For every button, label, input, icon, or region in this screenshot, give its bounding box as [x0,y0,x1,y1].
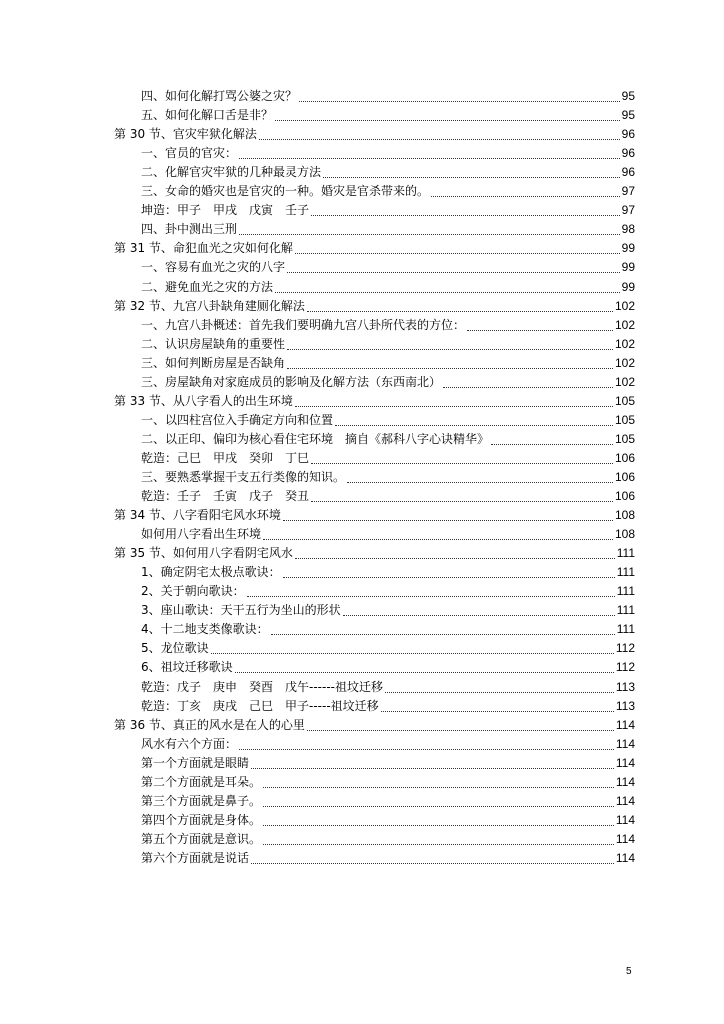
toc-dot-leader [263,806,614,807]
table-of-contents [114,86,635,867]
toc-entry[interactable] [114,638,635,657]
toc-entry-page: 96 [621,165,635,180]
toc-entry[interactable] [114,772,635,791]
toc-entry-title: 五、如何化解口舌是非？ [141,108,274,123]
toc-entry[interactable] [114,753,635,772]
toc-entry-title: 一、九宫八卦概述：首先我们要明确九宫八卦所代表的方位： [141,317,466,332]
toc-entry[interactable] [114,181,635,200]
toc-entry-page: 112 [615,660,635,675]
toc-entry-page: 99 [621,279,635,294]
toc-entry-page: 97 [621,203,635,218]
toc-entry-page: 108 [614,508,635,523]
toc-dot-leader [263,844,614,845]
toc-entry-title: 第 30 节、官灾牢狱化解法 [114,127,257,142]
toc-entry-page: 113 [615,679,635,694]
toc-entry-page: 98 [621,222,635,237]
toc-entry-title: 第 34 节、八字看阳宅风水环境 [114,508,281,523]
toc-entry[interactable] [114,200,635,219]
toc-dot-leader [247,596,615,597]
toc-entry[interactable] [114,219,635,238]
toc-dot-leader [311,463,613,464]
toc-entry-page: 114 [615,717,635,732]
toc-section-entry[interactable] [114,715,635,734]
toc-entry-page: 102 [614,336,635,351]
toc-entry-page: 111 [616,603,635,618]
toc-dot-leader [307,311,613,312]
toc-entry-page: 111 [616,622,635,637]
toc-dot-leader [381,711,614,712]
toc-dot-leader [275,292,620,293]
toc-entry-title: 一、官员的官灾： [141,146,238,161]
toc-entry-page: 114 [615,755,635,770]
toc-dot-leader [287,368,613,369]
toc-entry[interactable] [114,257,635,276]
toc-entry[interactable] [114,657,635,676]
toc-dot-leader [283,577,615,578]
toc-entry[interactable] [114,429,635,448]
toc-entry-page: 95 [621,108,635,123]
toc-entry-title: 一、以四柱宫位入手确定方向和位置 [141,412,334,427]
toc-entry-title: 4、十二地支类像歌诀： [141,622,269,637]
toc-entry[interactable] [114,696,635,715]
toc-entry-title: 第五个方面就是意识。 [141,831,262,846]
toc-entry-page: 113 [615,698,635,713]
toc-entry-page: 111 [616,546,635,561]
toc-dot-leader [311,501,613,502]
toc-dot-leader [295,558,615,559]
toc-entry-title: 四、卦中测出三刑 [141,222,238,237]
toc-entry-title: 6、祖坟迁移歌诀 [141,660,233,675]
toc-entry-page: 105 [614,393,635,408]
toc-entry-title: 三、女命的婚灾也是官灾的一种。婚灾是官杀带来的。 [141,184,430,199]
toc-entry-page: 105 [614,431,635,446]
toc-dot-leader [491,444,613,445]
toc-dot-leader [443,387,613,388]
toc-dot-leader [263,539,613,540]
toc-dot-leader [335,425,613,426]
toc-entry-page: 99 [621,260,635,275]
toc-entry-page: 99 [621,241,635,256]
toc-entry-title: 乾造：戊子 庚申 癸酉 戊午------祖坟迁移 [141,679,383,694]
toc-entry-page: 102 [614,298,635,313]
toc-section-entry[interactable] [114,391,635,410]
toc-section-entry[interactable] [114,505,635,524]
toc-entry-title: 第 33 节、从八字看人的出生环境 [114,393,293,408]
toc-entry[interactable] [114,524,635,543]
toc-entry-page: 112 [615,641,635,656]
toc-entry[interactable] [114,162,635,181]
toc-entry[interactable] [114,619,635,638]
page-number: 5 [626,966,632,977]
toc-entry-page: 114 [615,812,635,827]
toc-entry-title: 第六个方面就是说话 [141,850,250,865]
toc-entry-title: 二、以正印、偏印为核心看住宅环境 摘自《郝科八字心诀精华》 [141,431,490,446]
toc-entry-title: 二、化解官灾牢狱的几种最灵方法 [141,165,322,180]
toc-entry[interactable] [114,353,635,372]
toc-dot-leader [287,349,613,350]
toc-entry[interactable] [114,334,635,353]
toc-dot-leader [311,215,620,216]
toc-section-entry[interactable] [114,543,635,562]
toc-entry[interactable] [114,372,635,391]
toc-entry-page: 114 [615,793,635,808]
toc-entry[interactable] [114,276,635,295]
toc-dot-leader [239,158,620,159]
toc-dot-leader [295,253,620,254]
toc-dot-leader [271,634,615,635]
toc-entry-title: 2、关于朝向歌诀： [141,584,245,599]
toc-entry-title: 第二个方面就是耳朵。 [141,774,262,789]
toc-entry[interactable] [114,734,635,753]
toc-dot-leader [283,520,613,521]
toc-entry-title: 三、房屋缺角对家庭成员的影响及化解方法（东西南北） [141,374,442,389]
toc-entry-title: 第 32 节、九宫八卦缺角建厕化解法 [114,298,305,313]
toc-entry-page: 114 [615,736,635,751]
toc-entry[interactable] [114,829,635,848]
toc-entry-page: 111 [616,565,635,580]
toc-entry[interactable] [114,467,635,486]
toc-dot-leader [263,787,614,788]
toc-dot-leader [307,730,614,731]
toc-dot-leader [287,272,620,273]
toc-dot-leader [235,672,614,673]
toc-entry-page: 97 [621,184,635,199]
toc-entry-page: 102 [614,374,635,389]
toc-entry[interactable] [114,105,635,124]
toc-dot-leader [299,101,620,102]
toc-dot-leader [263,825,614,826]
toc-entry-page: 111 [616,584,635,599]
toc-entry-page: 106 [614,469,635,484]
toc-entry-title: 如何用八字看出生环境 [141,527,262,542]
toc-entry-page: 106 [614,450,635,465]
toc-entry-page: 105 [614,412,635,427]
toc-entry[interactable] [114,86,635,105]
toc-section-entry[interactable] [114,238,635,257]
toc-entry[interactable] [114,600,635,619]
toc-entry-title: 三、如何判断房屋是否缺角 [141,355,286,370]
toc-dot-leader [275,120,620,121]
toc-entry[interactable] [114,143,635,162]
toc-entry-page: 114 [615,831,635,846]
toc-section-entry[interactable] [114,124,635,143]
toc-entry[interactable] [114,791,635,810]
toc-entry[interactable] [114,315,635,334]
toc-entry-title: 第一个方面就是眼睛 [141,755,250,770]
toc-entry[interactable] [114,848,635,867]
toc-dot-leader [467,330,613,331]
toc-entry-page: 102 [614,355,635,370]
toc-entry-title: 坤造：甲子 甲戌 戊寅 壬子 [141,203,310,218]
toc-dot-leader [239,749,614,750]
toc-entry[interactable] [114,448,635,467]
toc-dot-leader [347,482,613,483]
toc-dot-leader [385,692,614,693]
toc-entry-title: 第 36 节、真正的风水是在人的心里 [114,717,305,732]
toc-dot-leader [323,177,620,178]
toc-entry-title: 一、容易有血光之灾的八字 [141,260,286,275]
toc-entry[interactable] [114,581,635,600]
toc-entry[interactable] [114,676,635,695]
toc-dot-leader [431,196,620,197]
toc-entry-title: 1、确定阴宅太极点歌诀： [141,565,281,580]
toc-entry-title: 乾造：丁亥 庚戌 己巳 甲子-----祖坟迁移 [141,698,379,713]
toc-entry-title: 乾造：己巳 甲戌 癸卯 丁巳 [141,450,310,465]
toc-entry-title: 第三个方面就是鼻子。 [141,793,262,808]
toc-entry-title: 三、要熟悉掌握干支五行类像的知识。 [141,469,346,484]
toc-dot-leader [343,615,615,616]
toc-entry-page: 114 [615,774,635,789]
toc-entry-page: 96 [621,127,635,142]
toc-entry-page: 114 [615,850,635,865]
toc-entry-page: 96 [621,146,635,161]
toc-entry-title: 二、认识房屋缺角的重要性 [141,336,286,351]
toc-entry-title: 四、如何化解打骂公婆之灾？ [141,89,298,104]
toc-dot-leader [251,863,614,864]
toc-dot-leader [295,406,613,407]
toc-entry[interactable] [114,810,635,829]
toc-entry-title: 5、龙位歌诀 [141,641,209,656]
toc-entry-title: 风水有六个方面： [141,736,238,751]
toc-entry-title: 乾造：壬子 壬寅 戊子 癸丑 [141,489,310,504]
toc-dot-leader [239,234,620,235]
toc-dot-leader [211,653,614,654]
toc-entry[interactable] [114,486,635,505]
toc-dot-leader [259,139,620,140]
toc-entry-page: 106 [614,489,635,504]
toc-dot-leader [251,768,614,769]
toc-entry[interactable] [114,562,635,581]
toc-entry-title: 第四个方面就是身体。 [141,812,262,827]
toc-entry-title: 3、座山歌诀：天干五行为坐山的形状 [141,603,341,618]
toc-entry-page: 95 [621,89,635,104]
toc-entry-title: 第 35 节、如何用八字看阴宅风水 [114,546,293,561]
toc-entry-page: 102 [614,317,635,332]
toc-section-entry[interactable] [114,296,635,315]
toc-entry-title: 第 31 节、命犯血光之灾如何化解 [114,241,293,256]
toc-entry[interactable] [114,410,635,429]
toc-entry-title: 二、避免血光之灾的方法 [141,279,274,294]
toc-entry-page: 108 [614,527,635,542]
